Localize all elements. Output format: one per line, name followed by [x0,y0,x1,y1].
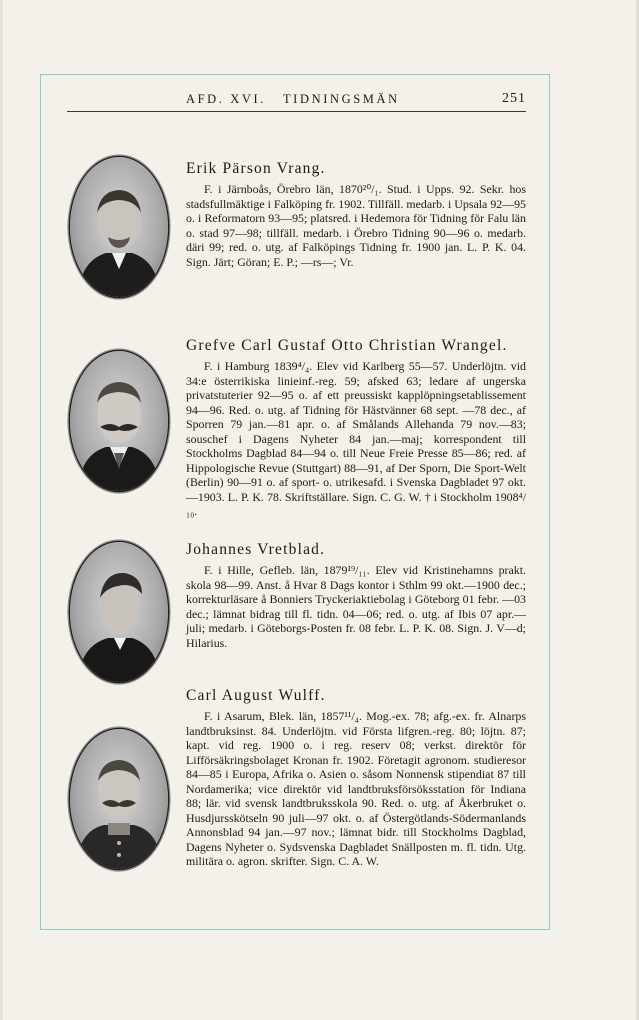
person-name: Grefve Carl Gustaf Otto Christian Wrangel. [186,337,508,354]
biography-text: F. i Hille, Gefleb. län, 1879¹⁹/₁₁. Elev vid Kristinehamns prakt. skola 98—99. Anst. å Hvar 8 Dags kontor i Sthlm 99 okt.—1900 dec.; korrekturläsare å Bonniers Tryckeriaktiebolag i Göteborg 01 febr. —03 dec.; lämnat bidrag till fl. tidn. 04—06; red. o. utg. af Ibis 07 apr.—juli; medarb. i Göteborgs-Posten fr. 08 febr. L. P. K. 08. Sign. J. V—d; Hilarius. [186,563,526,650]
person-name: Erik Pärson Vrang. [186,160,326,177]
header-rule [67,111,526,112]
person-name: Johannes Vretblad. [186,541,326,558]
running-title: AFD. XVI. TIDNINGSMÄN [186,92,400,106]
biography-entry [186,159,526,269]
page-number: 251 [502,91,526,106]
biography-text: F. i Asarum, Blek. län, 1857¹¹/₄. Mog.-ex. 78; afg.-ex. fr. Alnarps landtbruksinst. 84. Underlöjtn. vid Första lifgren.-reg. 80; löjtn. 87; kapt. vid reg. 1900 o. i reg. reserv 08; verkst. direktör för Lifförsäkringsbolaget Kronan fr. 1902. Företagit agronom. studieresor 84—85 i Europa, Afrika o. Asien o. såsom Nonnensk stipendiat 87 till Nordamerika; vice direktör vid landtbruksförsöksstation för Indiana 88; lär. vid svensk landtbruksskola 90. Red. o. utg. af Åkerbruket o. Husdjursskötseln 90 juli—97 okt. o. af Östergötlands-Södermanlands Annonsblad 94 jan.—97 nov.; lämnat bidr. till Stockholms Dagblad, Dagens Nyheter o. Sydsvenska Dagbladet Snällposten m. fl. tidn. Utg. militära o. agron. skrifter. Sign. C. A. W. [186,709,526,869]
portrait-photo-vrang [70,157,168,297]
person-name: Carl August Wulff. [186,687,326,704]
biography-text: F. i Hamburg 1839⁴/₄. Elev vid Karlberg 55—57. Underlöjtn. vid 34:e österrikiska linieinf.-reg. 59; afsked 63; ledare af ungerska privatstuterier 92—95 o. af ett preussiskt kapplöpningsetablissement 94—96. Red. o. utg. af Tidning för Hästvänner 68 sept. —78 dec., af Sporren 79 jan.—81 apr. o. af Smålands Allehanda 79 nov.—83; souschef i Dagens Nyheter 84 jan.—maj; korrespondent till Stockholms Dagblad 84—94 o. till Neue Freie Presse 85—86; red. af Hippologische Revue (Stuttgart) 88—91, af Der Sporn, Die Sport-Welt (Berlin) 90—91 o. af sport- o. utrikesafd. i Svenska Dagbladet 97 okt.—1903. L. P. K. 78. Skriftställare. Sign. C. G. W. † i Stockholm 1908⁴/₁₀. [186,359,526,519]
portrait-illustration [70,542,168,682]
portrait-illustration [70,729,168,869]
biography-entry [186,686,526,869]
portrait-photo-vretblad [70,542,168,682]
biography-text: F. i Järnboås, Örebro län, 1870²⁰/₁. Stud. i Upps. 92. Sekr. hos stadsfullmäktige i Falköping fr. 1902. Tillfäll. medarb. i Upsala 92—95 o. i Reformatorn 93—95; platsred. i Hedemora för Tidning för Falu län o. stad 97—98; tillfäll. medarb. i Örebro Tidning 90—96 o. medarb. däri 99; red. o. utg. af Falköpings Tidning fr. 1900 jan. L. P. K. 04. Sign. Järt; Göran; E. P.; —rs—; Vr. [186,182,526,269]
biography-entry [186,336,526,519]
portrait-illustration [70,157,168,297]
portrait-photo-wulff [70,729,168,869]
portrait-illustration [70,351,168,491]
running-header [186,92,526,108]
portrait-photo-wrangel [70,351,168,491]
biography-entry [186,540,526,650]
